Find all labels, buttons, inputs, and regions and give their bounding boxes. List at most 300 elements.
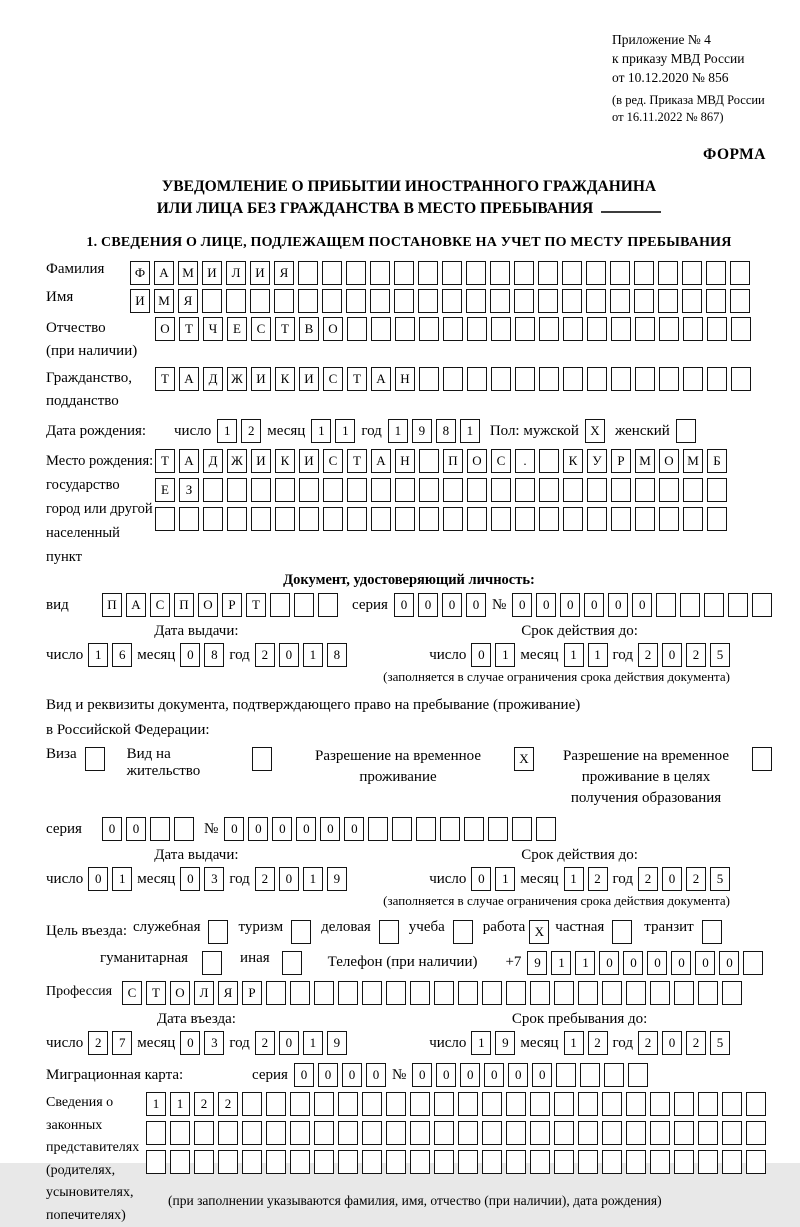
residence-issue-month-boxes[interactable] — [180, 867, 224, 891]
char-box[interactable] — [410, 1092, 430, 1116]
char-box[interactable]: 1 — [575, 951, 595, 975]
char-box[interactable] — [491, 507, 511, 531]
char-box[interactable]: Л — [194, 981, 214, 1005]
char-box[interactable] — [194, 1121, 214, 1145]
male-checkbox[interactable] — [585, 419, 605, 443]
profession-boxes[interactable] — [122, 981, 742, 1005]
char-box[interactable]: А — [371, 367, 391, 391]
char-box[interactable] — [346, 261, 366, 285]
citizenship-boxes[interactable] — [155, 367, 751, 391]
char-box[interactable] — [338, 1092, 358, 1116]
residence-expiry-day-boxes[interactable] — [471, 867, 515, 891]
char-box[interactable] — [578, 1121, 598, 1145]
char-box[interactable]: 0 — [471, 867, 491, 891]
char-box[interactable] — [650, 1150, 670, 1174]
residence-issue-year-boxes[interactable] — [255, 867, 347, 891]
char-box[interactable] — [370, 261, 390, 285]
char-box[interactable]: 0 — [466, 593, 486, 617]
char-box[interactable] — [242, 1121, 262, 1145]
char-box[interactable] — [146, 1121, 166, 1145]
char-box[interactable]: 0 — [532, 1063, 552, 1087]
char-box[interactable] — [515, 317, 535, 341]
char-box[interactable] — [539, 449, 559, 473]
char-box[interactable]: 0 — [394, 593, 414, 617]
char-box[interactable] — [346, 289, 366, 313]
char-box[interactable]: 1 — [551, 951, 571, 975]
char-box[interactable]: 1 — [303, 867, 323, 891]
char-box[interactable] — [227, 507, 247, 531]
char-box[interactable]: 0 — [126, 817, 146, 841]
char-box[interactable]: 2 — [588, 867, 608, 891]
purpose-study-checkbox[interactable] — [453, 920, 473, 944]
char-box[interactable] — [322, 289, 342, 313]
char-box[interactable]: 1 — [335, 419, 355, 443]
char-box[interactable] — [410, 1121, 430, 1145]
char-box[interactable] — [467, 507, 487, 531]
char-box[interactable]: 1 — [471, 1031, 491, 1055]
char-box[interactable] — [610, 261, 630, 285]
given-name-boxes[interactable] — [130, 289, 750, 313]
char-box[interactable] — [314, 1150, 334, 1174]
char-box[interactable] — [362, 1092, 382, 1116]
doc-number-boxes[interactable] — [512, 593, 772, 617]
char-box[interactable]: 0 — [536, 593, 556, 617]
char-box[interactable]: 0 — [662, 867, 682, 891]
char-box[interactable] — [728, 593, 748, 617]
char-box[interactable]: 1 — [495, 867, 515, 891]
char-box[interactable] — [458, 981, 478, 1005]
char-box[interactable] — [650, 1092, 670, 1116]
checkbox[interactable]: X — [585, 419, 605, 443]
char-box[interactable]: Е — [155, 478, 175, 502]
char-box[interactable] — [530, 1150, 550, 1174]
char-box[interactable] — [370, 289, 390, 313]
char-box[interactable] — [506, 1121, 526, 1145]
char-box[interactable]: 0 — [279, 867, 299, 891]
char-box[interactable]: 1 — [170, 1092, 190, 1116]
char-box[interactable] — [562, 261, 582, 285]
char-box[interactable] — [443, 478, 463, 502]
char-box[interactable] — [626, 1150, 646, 1174]
char-box[interactable]: 1 — [112, 867, 132, 891]
char-box[interactable]: 5 — [710, 1031, 730, 1055]
char-box[interactable]: 0 — [272, 817, 292, 841]
checkbox[interactable]: X — [514, 747, 534, 771]
char-box[interactable] — [682, 289, 702, 313]
char-box[interactable]: С — [491, 449, 511, 473]
char-box[interactable]: 0 — [608, 593, 628, 617]
residence-issue-day-boxes[interactable] — [88, 867, 132, 891]
char-box[interactable]: 1 — [217, 419, 237, 443]
char-box[interactable] — [299, 507, 319, 531]
char-box[interactable]: С — [323, 367, 343, 391]
char-box[interactable] — [650, 981, 670, 1005]
char-box[interactable]: Д — [203, 367, 223, 391]
char-box[interactable]: И — [299, 367, 319, 391]
char-box[interactable]: О — [323, 317, 343, 341]
char-box[interactable]: С — [323, 449, 343, 473]
birth-year-boxes[interactable] — [388, 419, 480, 443]
char-box[interactable] — [587, 367, 607, 391]
char-box[interactable]: З — [179, 478, 199, 502]
char-box[interactable] — [635, 367, 655, 391]
char-box[interactable] — [554, 1092, 574, 1116]
char-box[interactable] — [563, 367, 583, 391]
checkbox[interactable] — [252, 747, 272, 771]
char-box[interactable] — [554, 1121, 574, 1145]
char-box[interactable]: 0 — [366, 1063, 386, 1087]
char-box[interactable] — [266, 1092, 286, 1116]
stay-year-boxes[interactable] — [638, 1031, 730, 1055]
option-residence-permit-checkbox[interactable] — [252, 747, 272, 771]
char-box[interactable] — [674, 1150, 694, 1174]
char-box[interactable] — [392, 817, 412, 841]
checkbox[interactable] — [85, 747, 105, 771]
char-box[interactable] — [323, 478, 343, 502]
char-box[interactable]: Р — [611, 449, 631, 473]
char-box[interactable] — [386, 981, 406, 1005]
char-box[interactable]: Т — [246, 593, 266, 617]
char-box[interactable] — [170, 1150, 190, 1174]
char-box[interactable] — [314, 981, 334, 1005]
doc-issue-day-boxes[interactable] — [88, 643, 132, 667]
char-box[interactable]: Н — [395, 367, 415, 391]
char-box[interactable] — [515, 507, 535, 531]
doc-expiry-day-boxes[interactable] — [471, 643, 515, 667]
char-box[interactable] — [698, 1121, 718, 1145]
representatives-boxes-row3[interactable] — [146, 1150, 766, 1174]
char-box[interactable]: 2 — [638, 643, 658, 667]
char-box[interactable]: Т — [155, 367, 175, 391]
char-box[interactable] — [418, 289, 438, 313]
char-box[interactable] — [443, 507, 463, 531]
char-box[interactable]: 0 — [584, 593, 604, 617]
char-box[interactable] — [611, 367, 631, 391]
char-box[interactable] — [682, 261, 702, 285]
char-box[interactable] — [347, 478, 367, 502]
stay-day-boxes[interactable] — [471, 1031, 515, 1055]
char-box[interactable] — [442, 289, 462, 313]
char-box[interactable] — [270, 593, 290, 617]
char-box[interactable]: Я — [218, 981, 238, 1005]
char-box[interactable]: О — [198, 593, 218, 617]
char-box[interactable]: Д — [203, 449, 223, 473]
checkbox[interactable] — [612, 920, 632, 944]
char-box[interactable]: 1 — [588, 643, 608, 667]
char-box[interactable] — [458, 1121, 478, 1145]
char-box[interactable]: С — [251, 317, 271, 341]
char-box[interactable]: С — [122, 981, 142, 1005]
char-box[interactable]: 2 — [88, 1031, 108, 1055]
char-box[interactable] — [658, 289, 678, 313]
char-box[interactable]: 2 — [638, 1031, 658, 1055]
char-box[interactable]: 0 — [88, 867, 108, 891]
surname-boxes[interactable] — [130, 261, 750, 285]
char-box[interactable] — [419, 449, 439, 473]
char-box[interactable]: 9 — [527, 951, 547, 975]
char-box[interactable] — [179, 507, 199, 531]
char-box[interactable]: А — [126, 593, 146, 617]
char-box[interactable]: 0 — [320, 817, 340, 841]
representatives-boxes-row2[interactable] — [146, 1121, 766, 1145]
char-box[interactable] — [752, 593, 772, 617]
char-box[interactable] — [722, 1092, 742, 1116]
char-box[interactable]: 2 — [686, 1031, 706, 1055]
char-box[interactable]: 9 — [495, 1031, 515, 1055]
doc-series-boxes[interactable] — [394, 593, 486, 617]
char-box[interactable] — [440, 817, 460, 841]
char-box[interactable] — [683, 478, 703, 502]
char-box[interactable]: Н — [395, 449, 415, 473]
char-box[interactable]: Я — [178, 289, 198, 313]
char-box[interactable] — [491, 317, 511, 341]
char-box[interactable] — [442, 261, 462, 285]
char-box[interactable] — [419, 478, 439, 502]
char-box[interactable] — [218, 1121, 238, 1145]
char-box[interactable] — [218, 1150, 238, 1174]
char-box[interactable]: Т — [146, 981, 166, 1005]
char-box[interactable] — [730, 261, 750, 285]
char-box[interactable]: Т — [347, 367, 367, 391]
birth-month-boxes[interactable] — [311, 419, 355, 443]
char-box[interactable] — [322, 261, 342, 285]
char-box[interactable]: 6 — [112, 643, 132, 667]
char-box[interactable]: 9 — [327, 1031, 347, 1055]
char-box[interactable] — [587, 507, 607, 531]
char-box[interactable]: 2 — [255, 643, 275, 667]
char-box[interactable] — [674, 1121, 694, 1145]
char-box[interactable] — [251, 478, 271, 502]
char-box[interactable] — [318, 593, 338, 617]
char-box[interactable] — [628, 1063, 648, 1087]
char-box[interactable]: 0 — [508, 1063, 528, 1087]
char-box[interactable] — [707, 367, 727, 391]
female-checkbox[interactable] — [676, 419, 696, 443]
char-box[interactable] — [394, 289, 414, 313]
char-box[interactable] — [419, 507, 439, 531]
checkbox[interactable] — [282, 951, 302, 975]
char-box[interactable] — [394, 261, 414, 285]
char-box[interactable]: П — [443, 449, 463, 473]
purpose-official-checkbox[interactable] — [208, 920, 228, 944]
char-box[interactable] — [314, 1121, 334, 1145]
char-box[interactable] — [482, 981, 502, 1005]
char-box[interactable] — [538, 289, 558, 313]
char-box[interactable] — [314, 1092, 334, 1116]
purpose-business-checkbox[interactable] — [379, 920, 399, 944]
option-temporary-residence-checkbox[interactable] — [514, 747, 534, 771]
char-box[interactable]: 1 — [564, 1031, 584, 1055]
char-box[interactable] — [338, 1150, 358, 1174]
char-box[interactable] — [698, 1150, 718, 1174]
char-box[interactable] — [563, 478, 583, 502]
doc-issue-year-boxes[interactable] — [255, 643, 347, 667]
char-box[interactable] — [434, 1121, 454, 1145]
char-box[interactable] — [586, 261, 606, 285]
char-box[interactable] — [611, 478, 631, 502]
char-box[interactable]: 0 — [180, 1031, 200, 1055]
char-box[interactable] — [266, 1121, 286, 1145]
doc-type-boxes[interactable] — [102, 593, 338, 617]
char-box[interactable]: 0 — [442, 593, 462, 617]
char-box[interactable] — [602, 1150, 622, 1174]
char-box[interactable]: Ж — [227, 449, 247, 473]
char-box[interactable]: М — [683, 449, 703, 473]
option-visa-checkbox[interactable] — [85, 747, 105, 771]
birth-day-boxes[interactable] — [217, 419, 261, 443]
char-box[interactable] — [338, 1121, 358, 1145]
char-box[interactable]: М — [635, 449, 655, 473]
char-box[interactable]: А — [371, 449, 391, 473]
char-box[interactable] — [323, 507, 343, 531]
char-box[interactable]: И — [250, 261, 270, 285]
char-box[interactable] — [371, 507, 391, 531]
char-box[interactable]: 2 — [638, 867, 658, 891]
doc-issue-month-boxes[interactable] — [180, 643, 224, 667]
char-box[interactable] — [658, 261, 678, 285]
char-box[interactable] — [706, 289, 726, 313]
char-box[interactable]: Б — [707, 449, 727, 473]
doc-expiry-month-boxes[interactable] — [564, 643, 608, 667]
char-box[interactable] — [626, 1092, 646, 1116]
checkbox[interactable] — [676, 419, 696, 443]
char-box[interactable] — [290, 1121, 310, 1145]
char-box[interactable]: 0 — [695, 951, 715, 975]
option-temporary-residence-education-checkbox[interactable] — [752, 747, 772, 771]
char-box[interactable]: И — [251, 449, 271, 473]
char-box[interactable] — [731, 317, 751, 341]
residence-expiry-month-boxes[interactable] — [564, 867, 608, 891]
char-box[interactable] — [698, 1092, 718, 1116]
char-box[interactable] — [482, 1150, 502, 1174]
char-box[interactable]: 8 — [204, 643, 224, 667]
char-box[interactable]: 0 — [662, 1031, 682, 1055]
char-box[interactable] — [539, 507, 559, 531]
char-box[interactable] — [730, 289, 750, 313]
char-box[interactable] — [556, 1063, 576, 1087]
char-box[interactable] — [506, 1092, 526, 1116]
char-box[interactable] — [746, 1150, 766, 1174]
char-box[interactable] — [635, 317, 655, 341]
char-box[interactable]: 1 — [303, 1031, 323, 1055]
char-box[interactable]: Т — [179, 317, 199, 341]
char-box[interactable] — [386, 1150, 406, 1174]
char-box[interactable]: 0 — [662, 643, 682, 667]
char-box[interactable]: А — [179, 367, 199, 391]
char-box[interactable]: 0 — [623, 951, 643, 975]
char-box[interactable] — [482, 1121, 502, 1145]
char-box[interactable] — [580, 1063, 600, 1087]
char-box[interactable] — [704, 593, 724, 617]
char-box[interactable] — [419, 367, 439, 391]
char-box[interactable] — [506, 1150, 526, 1174]
char-box[interactable] — [203, 507, 223, 531]
char-box[interactable] — [443, 317, 463, 341]
char-box[interactable] — [587, 317, 607, 341]
char-box[interactable] — [266, 1150, 286, 1174]
entry-day-boxes[interactable] — [88, 1031, 132, 1055]
char-box[interactable]: 1 — [303, 643, 323, 667]
char-box[interactable] — [539, 478, 559, 502]
char-box[interactable] — [298, 261, 318, 285]
char-box[interactable]: 0 — [436, 1063, 456, 1087]
char-box[interactable] — [563, 507, 583, 531]
char-box[interactable]: С — [150, 593, 170, 617]
char-box[interactable] — [626, 1121, 646, 1145]
char-box[interactable] — [386, 1121, 406, 1145]
stay-month-boxes[interactable] — [564, 1031, 608, 1055]
char-box[interactable] — [202, 289, 222, 313]
representatives-boxes-row1[interactable] — [146, 1092, 766, 1116]
char-box[interactable] — [538, 261, 558, 285]
char-box[interactable] — [146, 1150, 166, 1174]
char-box[interactable]: Ж — [227, 367, 247, 391]
char-box[interactable] — [251, 507, 271, 531]
char-box[interactable]: Ф — [130, 261, 150, 285]
char-box[interactable] — [514, 289, 534, 313]
char-box[interactable] — [659, 317, 679, 341]
char-box[interactable] — [722, 981, 742, 1005]
char-box[interactable] — [656, 593, 676, 617]
char-box[interactable] — [530, 1092, 550, 1116]
char-box[interactable] — [418, 261, 438, 285]
char-box[interactable]: 0 — [412, 1063, 432, 1087]
char-box[interactable] — [395, 507, 415, 531]
residence-series-boxes[interactable] — [102, 817, 194, 841]
char-box[interactable] — [466, 289, 486, 313]
char-box[interactable]: 5 — [710, 643, 730, 667]
patronymic-boxes[interactable] — [155, 317, 751, 341]
char-box[interactable]: 8 — [436, 419, 456, 443]
char-box[interactable] — [611, 507, 631, 531]
char-box[interactable]: 2 — [686, 867, 706, 891]
char-box[interactable] — [650, 1121, 670, 1145]
char-box[interactable]: 0 — [484, 1063, 504, 1087]
char-box[interactable] — [515, 478, 535, 502]
char-box[interactable] — [466, 261, 486, 285]
residence-number-boxes[interactable] — [224, 817, 556, 841]
char-box[interactable] — [587, 478, 607, 502]
birth-place-boxes-row3[interactable] — [155, 507, 727, 531]
char-box[interactable] — [266, 981, 286, 1005]
purpose-humanitarian-checkbox[interactable] — [202, 951, 222, 975]
char-box[interactable] — [362, 981, 382, 1005]
char-box[interactable] — [490, 289, 510, 313]
char-box[interactable] — [626, 981, 646, 1005]
purpose-transit-checkbox[interactable] — [702, 920, 722, 944]
char-box[interactable]: М — [178, 261, 198, 285]
char-box[interactable]: Я — [274, 261, 294, 285]
char-box[interactable] — [634, 261, 654, 285]
char-box[interactable]: 0 — [342, 1063, 362, 1087]
char-box[interactable]: 2 — [218, 1092, 238, 1116]
char-box[interactable] — [562, 289, 582, 313]
char-box[interactable] — [368, 817, 388, 841]
purpose-work-checkbox[interactable] — [529, 920, 549, 944]
char-box[interactable] — [338, 981, 358, 1005]
char-box[interactable]: 0 — [719, 951, 739, 975]
char-box[interactable]: И — [299, 449, 319, 473]
char-box[interactable] — [722, 1150, 742, 1174]
char-box[interactable]: 0 — [279, 1031, 299, 1055]
char-box[interactable]: В — [299, 317, 319, 341]
char-box[interactable] — [683, 507, 703, 531]
char-box[interactable]: 1 — [388, 419, 408, 443]
char-box[interactable] — [683, 367, 703, 391]
char-box[interactable] — [434, 1092, 454, 1116]
checkbox[interactable] — [202, 951, 222, 975]
char-box[interactable]: О — [659, 449, 679, 473]
